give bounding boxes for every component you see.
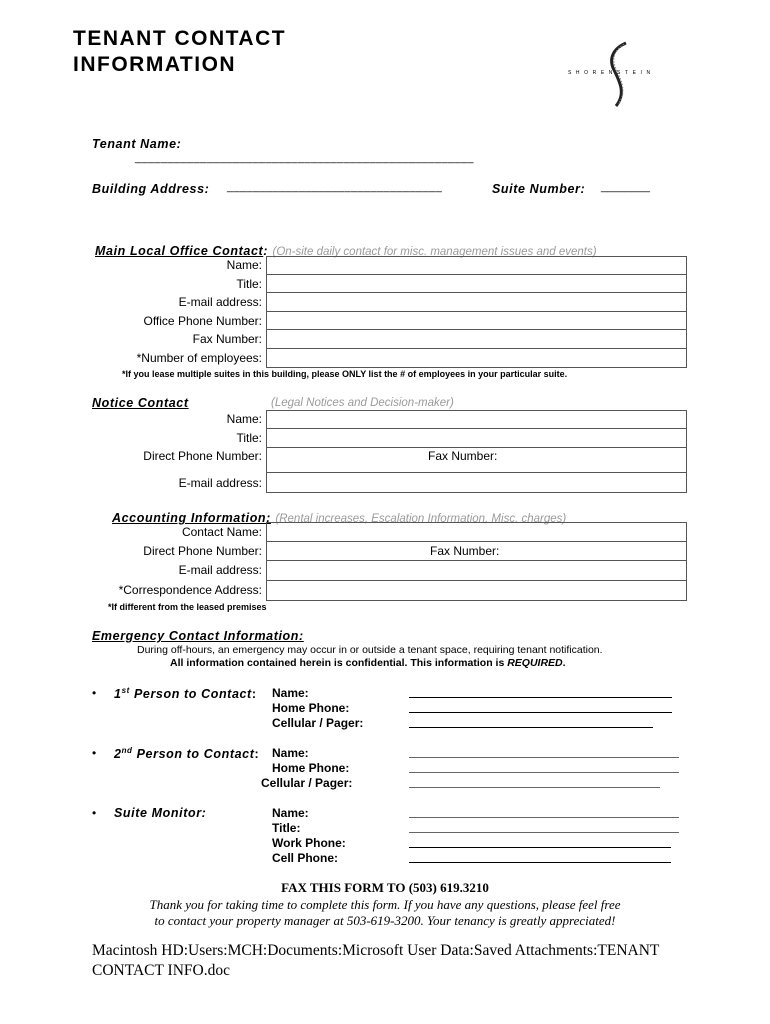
fax-instruction: FAX THIS FORM TO (503) 619.3210 [281, 880, 489, 895]
thanks-line-1: Thank you for taking time to complete this form. If you have any questions, please feel free [149, 897, 621, 912]
accounting-hint: (Rental increases, Escalation Information, Misc. charges) [275, 513, 567, 525]
monitor-title-line[interactable] [409, 832, 679, 833]
accounting-heading-text: Accounting Information: [112, 511, 271, 525]
first-cellular-line[interactable] [409, 727, 653, 728]
monitor-work-phone-label: Work Phone: [272, 836, 346, 850]
first-colon: : [251, 687, 257, 702]
building-address-label: Building Address: [92, 182, 210, 196]
accounting-phone-fax-input[interactable] [266, 541, 687, 561]
monitor-name-line[interactable] [409, 817, 679, 818]
monitor-cell-phone-label: Cell Phone: [272, 851, 339, 865]
main-office-fax-input[interactable] [266, 329, 687, 349]
second-sup: nd [121, 746, 133, 755]
required-text: REQUIRED [507, 657, 563, 669]
suite-number-label: Suite Number: [492, 182, 586, 196]
suite-monitor-label: Suite Monitor: [114, 806, 207, 820]
emergency-confidential-note [170, 657, 566, 669]
bullet-2: • [92, 746, 97, 760]
second-rest: Person to Contact [132, 747, 255, 762]
notice-email-label: E-mail address: [178, 476, 262, 490]
thanks-line-2: to contact your property manager at 503-619-3200. Your tenancy is greatly appreciated! [154, 913, 616, 928]
notice-fax-label: Fax Number: [428, 449, 498, 463]
tenant-name-label: Tenant Name: [92, 137, 182, 151]
company-logo [568, 40, 658, 110]
first-num: 1 [114, 687, 122, 702]
second-name-line[interactable] [409, 757, 679, 758]
monitor-title-label: Title: [272, 821, 301, 835]
building-address-field[interactable]: _________________________________ [227, 181, 443, 193]
first-home-phone-label: Home Phone: [272, 701, 350, 715]
second-home-phone-line[interactable] [409, 772, 679, 773]
confidential-text: All information contained herein is confidential. This information is [170, 657, 508, 669]
main-office-title-label: Title: [236, 277, 262, 291]
notice-title-label: Title: [236, 431, 262, 445]
second-cellular-line[interactable] [409, 787, 660, 788]
main-office-employees-input[interactable] [266, 348, 687, 368]
monitor-cell-phone-line[interactable] [409, 862, 671, 863]
first-name-line[interactable] [409, 697, 672, 698]
page-title [73, 26, 286, 78]
monitor-work-phone-line[interactable] [409, 847, 671, 848]
main-office-title-input[interactable] [266, 274, 687, 293]
accounting-direct-phone-label: Direct Phone Number: [143, 544, 262, 558]
notice-heading: Notice Contact [92, 396, 189, 410]
employees-footnote: *If you lease multiple suites in this building, please ONLY list the # of employees in your particular suite. [122, 369, 568, 379]
main-office-phone-label: Office Phone Number: [143, 314, 262, 328]
suite-number-field[interactable]: ________ [601, 181, 650, 193]
notice-name-input[interactable] [266, 410, 687, 429]
second-name-label: Name: [272, 746, 309, 760]
file-path-line-2: CONTACT INFO.doc [92, 962, 230, 979]
notice-direct-phone-label: Direct Phone Number: [143, 449, 262, 463]
accounting-fax-label: Fax Number: [430, 544, 500, 558]
logo-wordmark: SHORENSTEIN [568, 70, 655, 76]
second-contact-label [114, 746, 259, 761]
notice-email-input[interactable] [266, 472, 687, 493]
main-office-phone-input[interactable] [266, 311, 687, 330]
correspondence-footnote: *If different from the leased premises [108, 602, 267, 612]
bullet-1: • [92, 686, 97, 700]
main-office-heading-colon: : [263, 244, 269, 258]
main-office-hint: (On-site daily contact for misc. management issues and events) [272, 246, 597, 258]
main-office-email-input[interactable] [266, 292, 687, 312]
accounting-email-input[interactable] [266, 560, 687, 581]
accounting-contact-name-input[interactable] [266, 522, 687, 542]
emergency-heading: Emergency Contact Information: [92, 629, 304, 643]
main-office-employees-label: *Number of employees: [136, 351, 262, 365]
second-home-phone-label: Home Phone: [272, 761, 350, 775]
first-rest: Person to Contact [129, 687, 252, 702]
main-office-heading-text: Main Local Office Contact [95, 244, 264, 258]
second-cellular-label: Cellular / Pager: [261, 776, 353, 790]
first-cellular-label: Cellular / Pager: [272, 716, 364, 730]
first-name-label: Name: [272, 686, 309, 700]
file-path-line-1: Macintosh HD:Users:MCH:Documents:Microsoft User Data:Saved Attachments:TENANT [92, 942, 660, 959]
file-path [92, 941, 659, 981]
monitor-name-label: Name: [272, 806, 309, 820]
first-sup: st [121, 686, 130, 695]
first-contact-label [114, 686, 257, 701]
title-line-2: INFORMATION [73, 53, 237, 76]
notice-name-label: Name: [226, 412, 262, 426]
main-office-name-input[interactable] [266, 256, 687, 275]
accounting-correspondence-input[interactable] [266, 580, 687, 601]
confidential-period: . [562, 657, 566, 669]
accounting-correspondence-label: *Correspondence Address: [118, 583, 262, 597]
title-line-1: TENANT CONTACT [73, 27, 287, 50]
second-colon: : [254, 747, 260, 762]
notice-hint: (Legal Notices and Decision-maker) [271, 397, 454, 409]
main-office-fax-label: Fax Number: [192, 332, 262, 346]
second-num: 2 [114, 747, 122, 762]
notice-phone-fax-input[interactable] [266, 447, 687, 473]
accounting-contact-name-label: Contact Name: [181, 525, 262, 539]
bullet-3: • [92, 806, 97, 820]
main-office-name-label: Name: [226, 258, 262, 272]
tenant-name-field[interactable]: ____________________________________________________ [135, 152, 474, 164]
notice-title-input[interactable] [266, 428, 687, 448]
accounting-email-label: E-mail address: [178, 563, 262, 577]
emergency-description: During off-hours, an emergency may occur in or outside a tenant space, requiring tenant notification. [137, 644, 603, 656]
first-home-phone-line[interactable] [409, 712, 672, 713]
main-office-email-label: E-mail address: [178, 295, 262, 309]
